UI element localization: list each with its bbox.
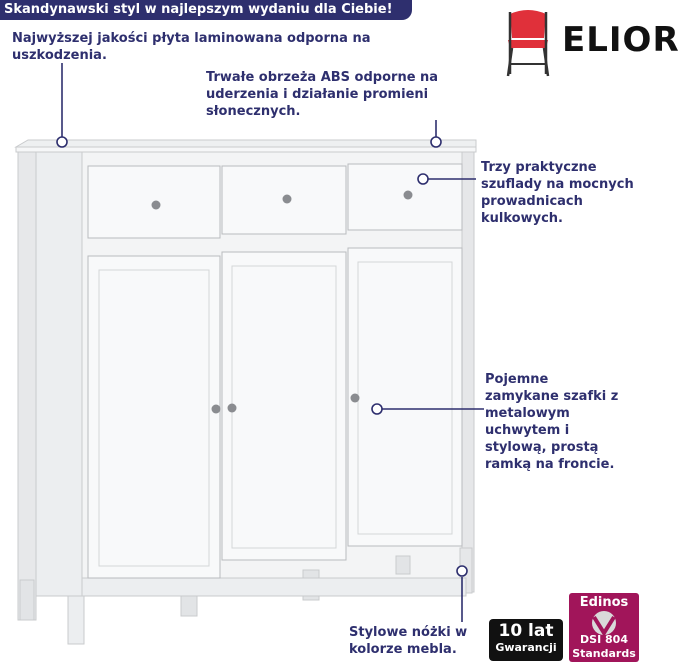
guarantee-label: Gwarancji	[495, 641, 557, 654]
edinos-badge	[569, 593, 639, 662]
note-board-quality	[12, 30, 370, 64]
note-line: Pojemne	[485, 372, 549, 387]
note-line: kolorze mebla.	[349, 642, 457, 657]
edinos-dsi: DSI	[580, 633, 602, 646]
note-drawers	[481, 159, 634, 227]
edinos-number: 804	[605, 633, 628, 646]
note-cabinets	[485, 371, 618, 473]
note-line: Stylowe nóżki w	[349, 625, 468, 640]
note-line: Trzy praktyczne	[481, 160, 597, 175]
note-abs-edges	[206, 69, 438, 120]
note-line: uchwytem i	[485, 423, 570, 438]
brand-name: ELIOR	[562, 20, 680, 60]
note-line: szuflady na mocnych	[481, 177, 634, 192]
note-line: zamykane szafki z	[485, 389, 619, 404]
note-line: metalowym	[485, 406, 570, 421]
note-line: Trwałe obrzeża ABS odporne na	[206, 70, 439, 85]
edinos-code	[569, 633, 639, 646]
edinos-title: Edinos	[579, 595, 629, 610]
note-line: uszkodzenia.	[12, 48, 107, 63]
promo-banner: Skandynawski styl w najlepszym wydaniu dla Ciebie!	[0, 0, 412, 20]
note-line: słonecznych.	[206, 104, 301, 119]
note-line: kulkowych.	[481, 211, 563, 226]
guarantee-badge	[489, 619, 563, 661]
note-line: prowadnicach	[481, 194, 583, 209]
note-line: uderzenia i działanie promieni	[206, 87, 429, 102]
note-legs	[349, 624, 467, 658]
note-line: stylową, prostą	[485, 440, 599, 455]
guarantee-years: 10 lat	[498, 621, 554, 641]
note-line: Najwyższej jakości płyta laminowana odporna na	[12, 31, 371, 46]
edinos-standards: Standards	[572, 647, 636, 660]
note-line: ramką na froncie.	[485, 457, 615, 472]
